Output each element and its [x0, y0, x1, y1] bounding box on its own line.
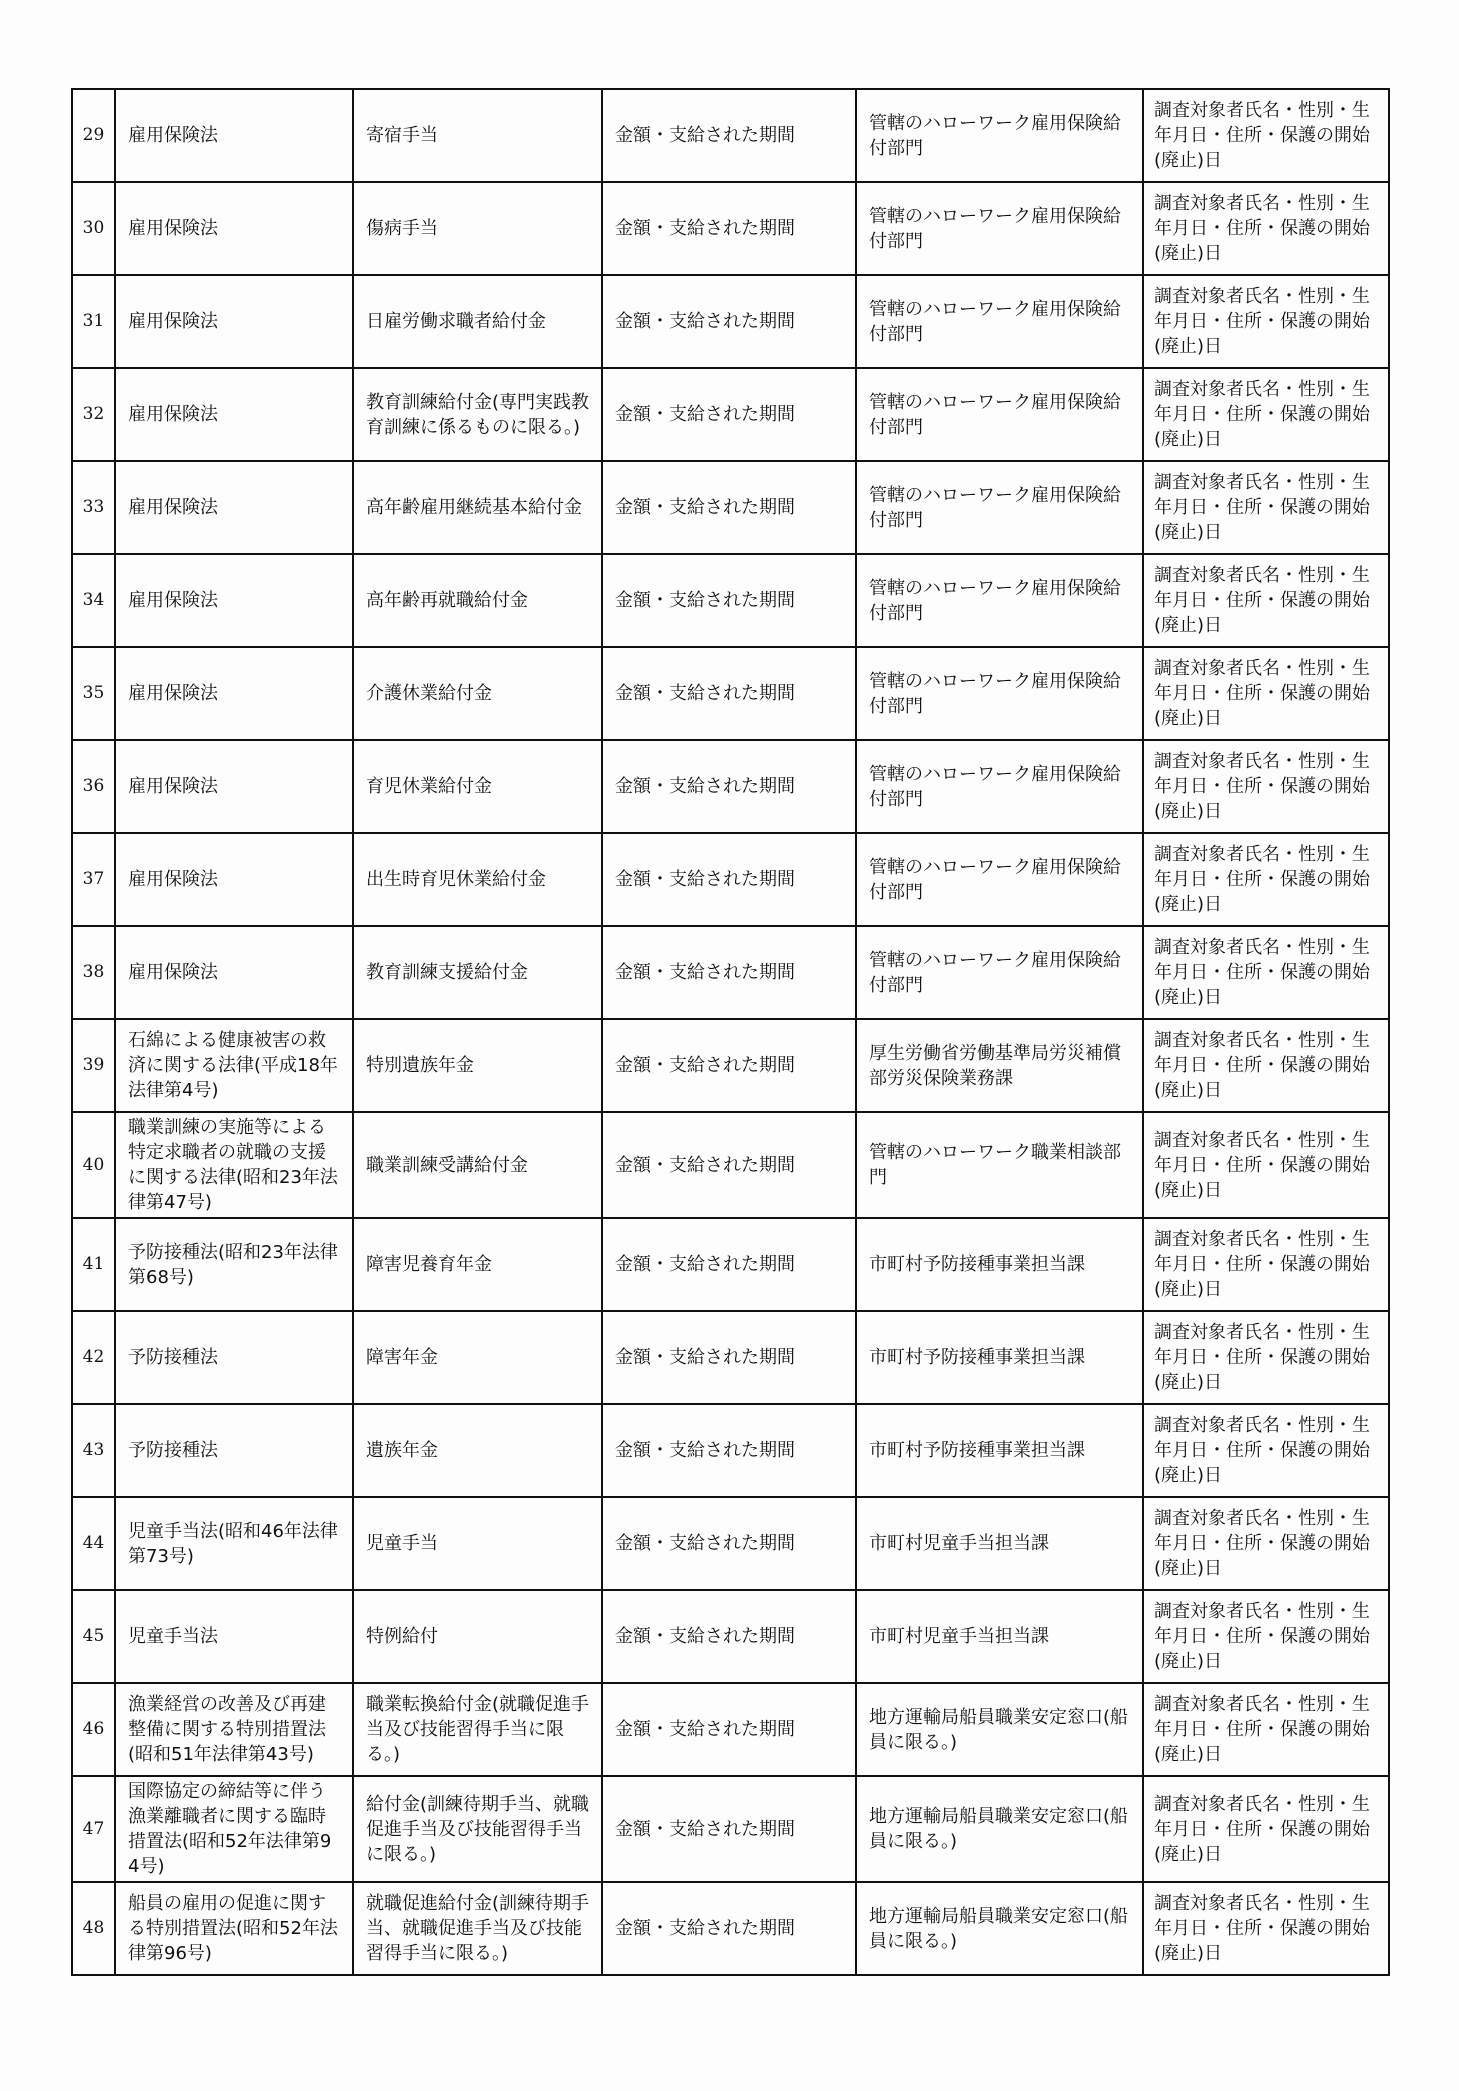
benefit-type: 障害児養育年金 [353, 1218, 602, 1311]
law-name: 雇用保険法 [115, 461, 353, 554]
table-row [72, 1776, 1389, 1882]
table-row [72, 1590, 1389, 1683]
responsible-department: 管轄のハローワーク雇用保険給付部門 [856, 182, 1143, 275]
table-row [72, 368, 1389, 461]
law-name: 雇用保険法 [115, 833, 353, 926]
required-info: 調査対象者氏名・性別・生年月日・住所・保護の開始(廃止)日 [1143, 275, 1389, 368]
law-name: 児童手当法(昭和46年法律第73号) [115, 1497, 353, 1590]
required-info: 調査対象者氏名・性別・生年月日・住所・保護の開始(廃止)日 [1143, 1590, 1389, 1683]
required-info: 調査対象者氏名・性別・生年月日・住所・保護の開始(廃止)日 [1143, 1112, 1389, 1218]
law-name: 職業訓練の実施等による特定求職者の就職の支援に関する法律(昭和23年法律第47号) [115, 1112, 353, 1218]
responsible-department: 管轄のハローワーク職業相談部門 [856, 1112, 1143, 1218]
table-row [72, 926, 1389, 1019]
row-number: 35 [72, 647, 115, 740]
benefit-type: 特別遺族年金 [353, 1019, 602, 1112]
benefit-type: 出生時育児休業給付金 [353, 833, 602, 926]
inquiry-items: 金額・支給された期間 [602, 1497, 856, 1590]
inquiry-items: 金額・支給された期間 [602, 182, 856, 275]
responsible-department: 市町村児童手当担当課 [856, 1590, 1143, 1683]
table-row [72, 1683, 1389, 1776]
responsible-department: 地方運輸局船員職業安定窓口(船員に限る。) [856, 1882, 1143, 1975]
row-number: 47 [72, 1776, 115, 1882]
law-name: 漁業経営の改善及び再建整備に関する特別措置法(昭和51年法律第43号) [115, 1683, 353, 1776]
row-number: 37 [72, 833, 115, 926]
required-info: 調査対象者氏名・性別・生年月日・住所・保護の開始(廃止)日 [1143, 1776, 1389, 1882]
responsible-department: 管轄のハローワーク雇用保険給付部門 [856, 926, 1143, 1019]
benefit-type: 介護休業給付金 [353, 647, 602, 740]
inquiry-items: 金額・支給された期間 [602, 1404, 856, 1497]
required-info: 調査対象者氏名・性別・生年月日・住所・保護の開始(廃止)日 [1143, 1882, 1389, 1975]
inquiry-items: 金額・支給された期間 [602, 1112, 856, 1218]
responsible-department: 管轄のハローワーク雇用保険給付部門 [856, 647, 1143, 740]
table-row [72, 833, 1389, 926]
responsible-department: 管轄のハローワーク雇用保険給付部門 [856, 461, 1143, 554]
inquiry-items: 金額・支給された期間 [602, 926, 856, 1019]
row-number: 31 [72, 275, 115, 368]
benefit-type: 特例給付 [353, 1590, 602, 1683]
law-name: 雇用保険法 [115, 740, 353, 833]
inquiry-items: 金額・支給された期間 [602, 1882, 856, 1975]
row-number: 38 [72, 926, 115, 1019]
benefit-type: 職業転換給付金(就職促進手当及び技能習得手当に限る。) [353, 1683, 602, 1776]
required-info: 調査対象者氏名・性別・生年月日・住所・保護の開始(廃止)日 [1143, 461, 1389, 554]
law-name: 雇用保険法 [115, 926, 353, 1019]
law-name: 国際協定の締結等に伴う漁業離職者に関する臨時措置法(昭和52年法律第94号) [115, 1776, 353, 1882]
responsible-department: 管轄のハローワーク雇用保険給付部門 [856, 740, 1143, 833]
row-number: 40 [72, 1112, 115, 1218]
benefit-type: 職業訓練受講給付金 [353, 1112, 602, 1218]
law-name: 予防接種法 [115, 1404, 353, 1497]
table-row [72, 740, 1389, 833]
required-info: 調査対象者氏名・性別・生年月日・住所・保護の開始(廃止)日 [1143, 1311, 1389, 1404]
benefit-type: 遺族年金 [353, 1404, 602, 1497]
required-info: 調査対象者氏名・性別・生年月日・住所・保護の開始(廃止)日 [1143, 1497, 1389, 1590]
inquiry-items: 金額・支給された期間 [602, 1590, 856, 1683]
inquiry-items: 金額・支給された期間 [602, 368, 856, 461]
inquiry-items: 金額・支給された期間 [602, 1019, 856, 1112]
law-name: 児童手当法 [115, 1590, 353, 1683]
benefit-type: 高年齢雇用継続基本給付金 [353, 461, 602, 554]
inquiry-items: 金額・支給された期間 [602, 1218, 856, 1311]
row-number: 48 [72, 1882, 115, 1975]
law-name: 予防接種法(昭和23年法律第68号) [115, 1218, 353, 1311]
responsible-department: 管轄のハローワーク雇用保険給付部門 [856, 554, 1143, 647]
row-number: 44 [72, 1497, 115, 1590]
row-number: 42 [72, 1311, 115, 1404]
required-info: 調査対象者氏名・性別・生年月日・住所・保護の開始(廃止)日 [1143, 1683, 1389, 1776]
required-info: 調査対象者氏名・性別・生年月日・住所・保護の開始(廃止)日 [1143, 647, 1389, 740]
responsible-department: 市町村予防接種事業担当課 [856, 1218, 1143, 1311]
row-number: 34 [72, 554, 115, 647]
responsible-department: 管轄のハローワーク雇用保険給付部門 [856, 89, 1143, 182]
law-name: 雇用保険法 [115, 554, 353, 647]
responsible-department: 管轄のハローワーク雇用保険給付部門 [856, 368, 1143, 461]
row-number: 33 [72, 461, 115, 554]
benefits-inquiry-table [71, 88, 1390, 1976]
required-info: 調査対象者氏名・性別・生年月日・住所・保護の開始(廃止)日 [1143, 1218, 1389, 1311]
row-number: 45 [72, 1590, 115, 1683]
row-number: 30 [72, 182, 115, 275]
benefit-type: 教育訓練支援給付金 [353, 926, 602, 1019]
table-row [72, 1218, 1389, 1311]
table-row [72, 461, 1389, 554]
responsible-department: 地方運輸局船員職業安定窓口(船員に限る。) [856, 1683, 1143, 1776]
row-number: 29 [72, 89, 115, 182]
benefit-type: 日雇労働求職者給付金 [353, 275, 602, 368]
inquiry-items: 金額・支給された期間 [602, 89, 856, 182]
row-number: 43 [72, 1404, 115, 1497]
law-name: 雇用保険法 [115, 89, 353, 182]
law-name: 雇用保険法 [115, 275, 353, 368]
required-info: 調査対象者氏名・性別・生年月日・住所・保護の開始(廃止)日 [1143, 89, 1389, 182]
table-row [72, 182, 1389, 275]
law-name: 雇用保険法 [115, 368, 353, 461]
row-number: 32 [72, 368, 115, 461]
table-row [72, 554, 1389, 647]
benefit-type: 傷病手当 [353, 182, 602, 275]
benefit-type: 教育訓練給付金(専門実践教育訓練に係るものに限る。) [353, 368, 602, 461]
table-row [72, 1112, 1389, 1218]
responsible-department: 厚生労働省労働基準局労災補償部労災保険業務課 [856, 1019, 1143, 1112]
required-info: 調査対象者氏名・性別・生年月日・住所・保護の開始(廃止)日 [1143, 554, 1389, 647]
table-row [72, 89, 1389, 182]
responsible-department: 管轄のハローワーク雇用保険給付部門 [856, 833, 1143, 926]
responsible-department: 管轄のハローワーク雇用保険給付部門 [856, 275, 1143, 368]
row-number: 41 [72, 1218, 115, 1311]
required-info: 調査対象者氏名・性別・生年月日・住所・保護の開始(廃止)日 [1143, 740, 1389, 833]
required-info: 調査対象者氏名・性別・生年月日・住所・保護の開始(廃止)日 [1143, 926, 1389, 1019]
inquiry-items: 金額・支給された期間 [602, 1683, 856, 1776]
required-info: 調査対象者氏名・性別・生年月日・住所・保護の開始(廃止)日 [1143, 368, 1389, 461]
benefit-type: 就職促進給付金(訓練待期手当、就職促進手当及び技能習得手当に限る。) [353, 1882, 602, 1975]
row-number: 36 [72, 740, 115, 833]
responsible-department: 地方運輸局船員職業安定窓口(船員に限る。) [856, 1776, 1143, 1882]
law-name: 予防接種法 [115, 1311, 353, 1404]
benefit-type: 寄宿手当 [353, 89, 602, 182]
table-row [72, 647, 1389, 740]
benefit-type: 児童手当 [353, 1497, 602, 1590]
table-row [72, 1497, 1389, 1590]
inquiry-items: 金額・支給された期間 [602, 1311, 856, 1404]
benefit-type: 育児休業給付金 [353, 740, 602, 833]
inquiry-items: 金額・支給された期間 [602, 647, 856, 740]
law-name: 船員の雇用の促進に関する特別措置法(昭和52年法律第96号) [115, 1882, 353, 1975]
law-name: 石綿による健康被害の救済に関する法律(平成18年法律第4号) [115, 1019, 353, 1112]
required-info: 調査対象者氏名・性別・生年月日・住所・保護の開始(廃止)日 [1143, 1404, 1389, 1497]
inquiry-items: 金額・支給された期間 [602, 833, 856, 926]
responsible-department: 市町村予防接種事業担当課 [856, 1311, 1143, 1404]
responsible-department: 市町村予防接種事業担当課 [856, 1404, 1143, 1497]
inquiry-items: 金額・支給された期間 [602, 554, 856, 647]
benefit-type: 給付金(訓練待期手当、就職促進手当及び技能習得手当に限る。) [353, 1776, 602, 1882]
law-name: 雇用保険法 [115, 647, 353, 740]
responsible-department: 市町村児童手当担当課 [856, 1497, 1143, 1590]
benefit-type: 高年齢再就職給付金 [353, 554, 602, 647]
required-info: 調査対象者氏名・性別・生年月日・住所・保護の開始(廃止)日 [1143, 833, 1389, 926]
required-info: 調査対象者氏名・性別・生年月日・住所・保護の開始(廃止)日 [1143, 1019, 1389, 1112]
table-row [72, 1311, 1389, 1404]
inquiry-items: 金額・支給された期間 [602, 461, 856, 554]
inquiry-items: 金額・支給された期間 [602, 1776, 856, 1882]
table-row [72, 275, 1389, 368]
table-row [72, 1404, 1389, 1497]
benefit-type: 障害年金 [353, 1311, 602, 1404]
law-name: 雇用保険法 [115, 182, 353, 275]
inquiry-items: 金額・支給された期間 [602, 275, 856, 368]
table-row [72, 1882, 1389, 1975]
required-info: 調査対象者氏名・性別・生年月日・住所・保護の開始(廃止)日 [1143, 182, 1389, 275]
row-number: 39 [72, 1019, 115, 1112]
row-number: 46 [72, 1683, 115, 1776]
inquiry-items: 金額・支給された期間 [602, 740, 856, 833]
table-row [72, 1019, 1389, 1112]
